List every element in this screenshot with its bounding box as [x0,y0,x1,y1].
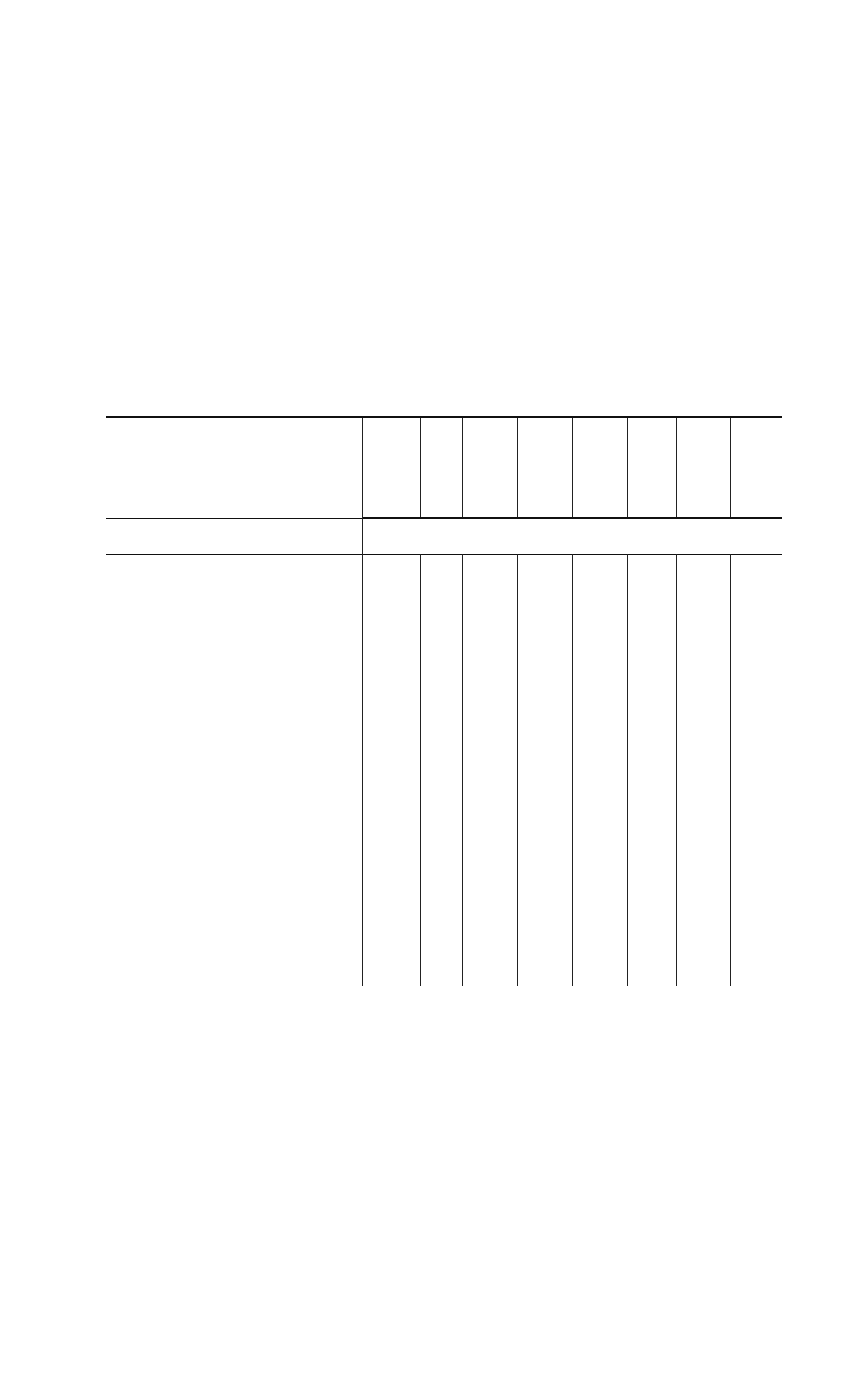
column-divider [730,418,731,517]
column-divider [572,418,573,517]
table-rule [106,554,782,555]
table-rule [106,518,782,519]
column-divider [627,554,628,986]
column-divider [462,418,463,517]
column-divider [627,418,628,517]
column-divider [730,554,731,986]
year-rule [362,517,782,518]
running-head [110,70,790,100]
column-divider [517,418,518,517]
column-divider [420,554,421,986]
table-rule [106,416,782,418]
column-divider [676,418,677,517]
column-divider [420,418,421,517]
column-divider [676,554,677,986]
column-divider [572,554,573,986]
data-table [106,416,782,996]
column-divider [362,418,363,986]
column-divider [462,554,463,986]
column-divider [517,554,518,986]
